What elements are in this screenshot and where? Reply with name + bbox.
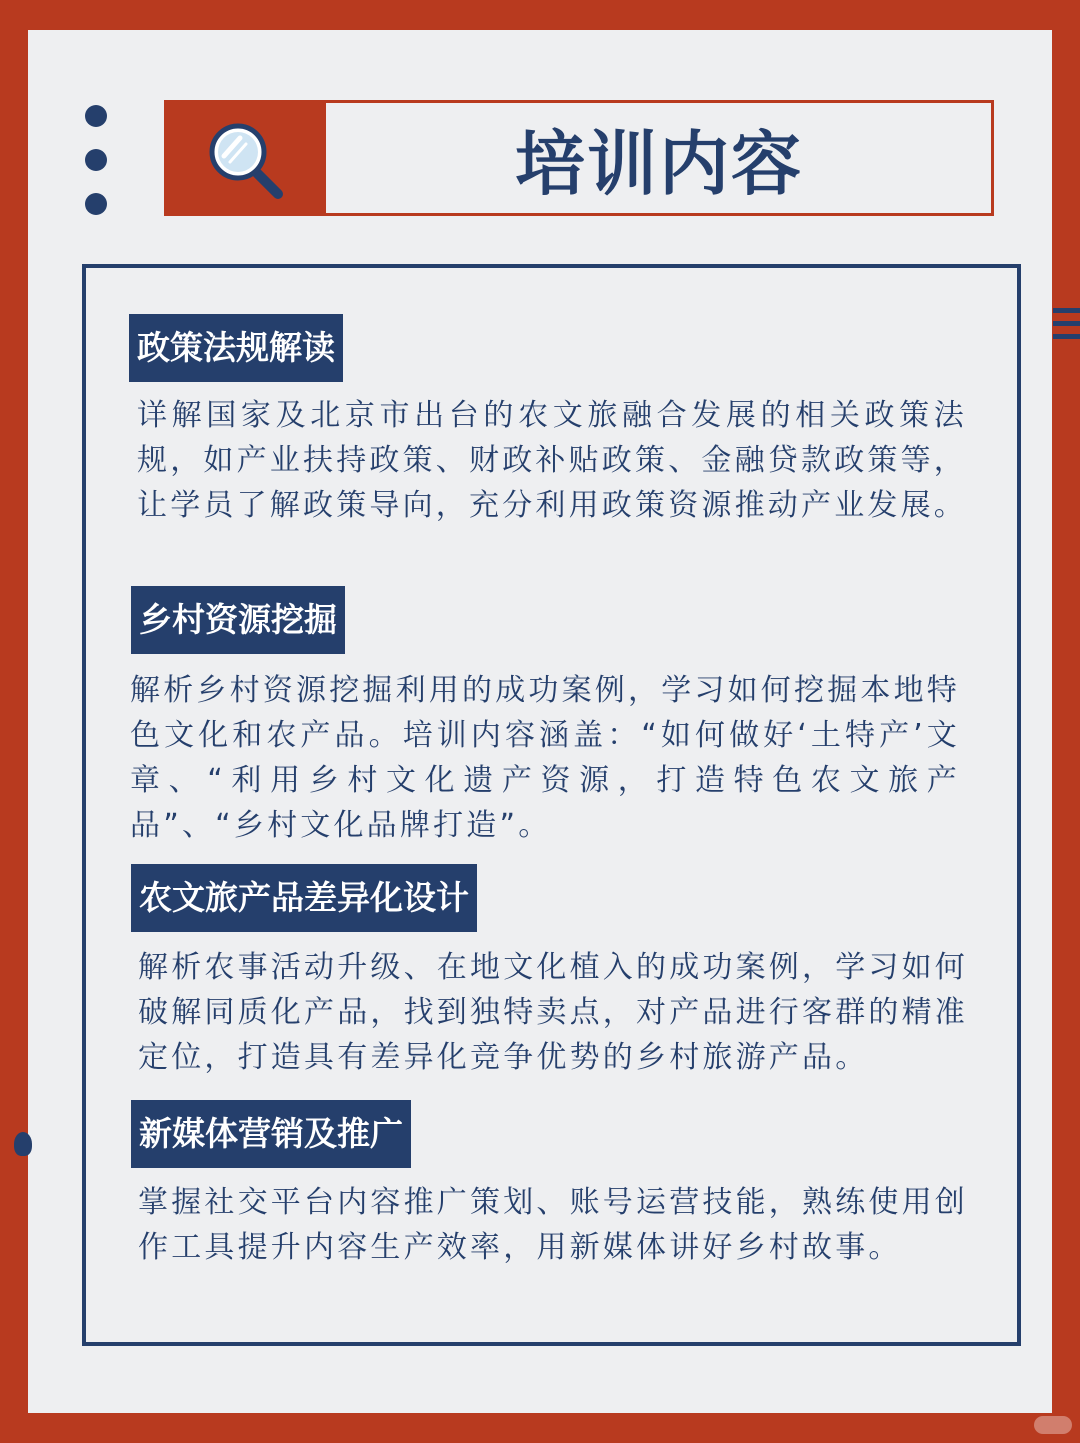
stripes-decoration xyxy=(1053,308,1080,344)
section-title-new-media: 新媒体营销及推广 xyxy=(131,1100,411,1168)
edge-decoration xyxy=(14,1132,32,1156)
dot-icon xyxy=(85,105,107,127)
decorative-dots xyxy=(85,105,109,215)
section-title-product-design: 农文旅产品差异化设计 xyxy=(131,864,477,932)
section-body-product-design: 解析农事活动升级、在地文化植入的成功案例，学习如何破解同质化产品，找到独特卖点，对产品进行客群的精准定位，打造具有差异化竞争优势的乡村旅游产品。 xyxy=(138,950,968,1075)
dot-icon xyxy=(85,149,107,171)
section-title-policy: 政策法规解读 xyxy=(129,314,343,382)
dot-icon xyxy=(85,193,107,215)
section-body-policy: 详解国家及北京市出台的农文旅融合发展的相关政策法规，如产业扶持政策、财政补贴政策、金融贷款政策等，让学员了解政策导向，充分利用政策资源推动产业发展。 xyxy=(137,398,967,523)
header-icon-box xyxy=(164,100,326,216)
page-title: 培训内容 xyxy=(515,122,803,205)
section-body-resources: 解析乡村资源挖掘利用的成功案例，学习如何挖掘本地特色文化和农产品。培训内容涵盖：“如何做好‘土特产’文章、“利用乡村文化遗产资源，打造特色农文旅产品”、“乡村文化品牌打造”。 xyxy=(130,673,960,843)
watermark-badge xyxy=(1034,1416,1072,1434)
section-title-resources: 乡村资源挖掘 xyxy=(131,586,345,654)
header-banner xyxy=(164,100,994,216)
magnifier-icon xyxy=(206,120,286,200)
section-body-new-media: 掌握社交平台内容推广策划、账号运营技能，熟练使用创作工具提升内容生产效率，用新媒体讲好乡村故事。 xyxy=(138,1185,968,1265)
